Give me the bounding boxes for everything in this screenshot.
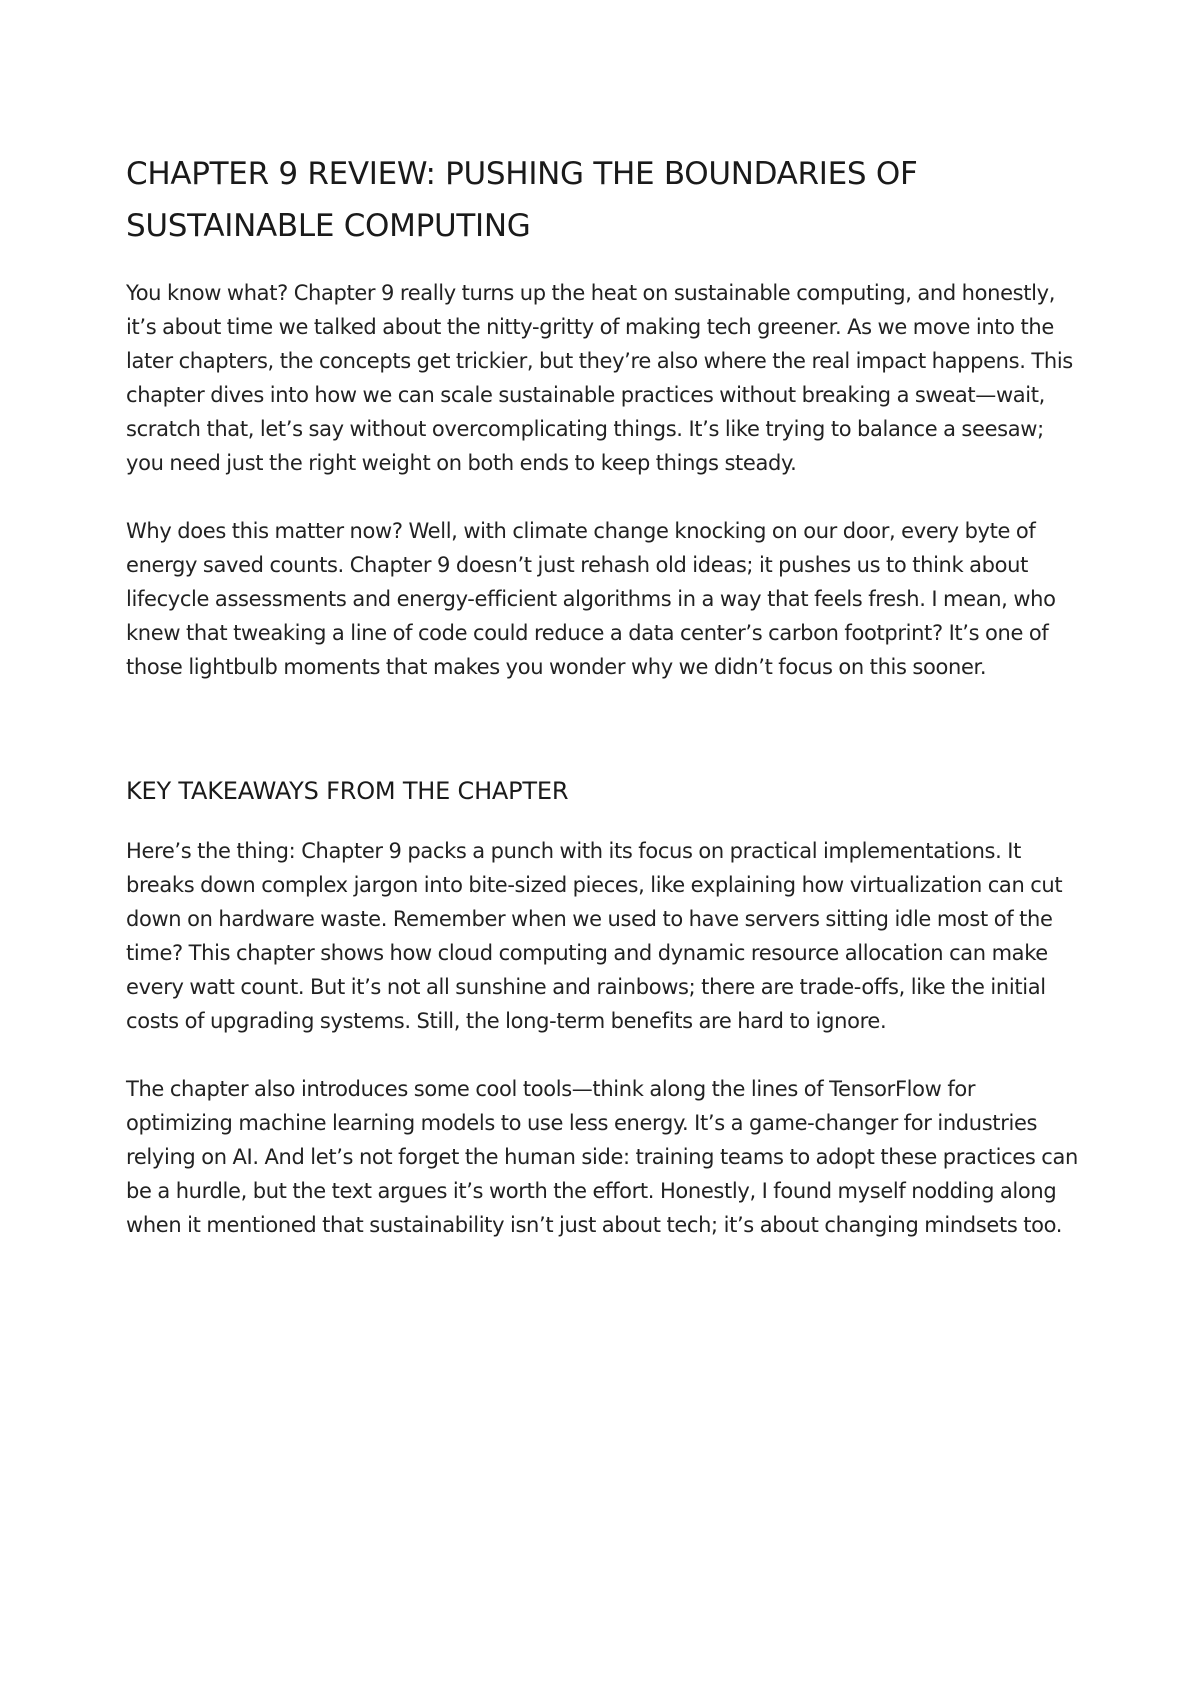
section-heading: KEY TAKEAWAYS FROM THE CHAPTER [126,777,569,805]
section-paragraph-2: The chapter also introduces some cool tools—think along the lines of TensorFlow for optimizing machine learning models to use less energy. It’s a game-changer for industries relying on AI. And let’s not forget the human side: training teams to adopt these practices can be a hurdle, but the text argues it’s worth the effort. Honestly, I found myself nodding along when it mentioned that sustainability isn’t just about tech; it’s about changing mindsets too. [126,1077,1078,1237]
intro-paragraph-2: Why does this matter now? Well, with climate change knocking on our door, every byte of energy saved counts. Chapter 9 doesn’t just rehash old ideas; it pushes us to think about lifecycle assessments and energy-efficient algorithms in a way that feels fresh. I mean, who knew that tweaking a line of code could reduce a data center’s carbon footprint? It’s one of those lightbulb moments that makes you wonder why we didn’t focus on this sooner. [126,519,1056,679]
page-title: CHAPTER 9 REVIEW: PUSHING THE BOUNDARIES OF SUSTAINABLE COMPUTING [126,156,918,244]
intro-paragraph-1: You know what? Chapter 9 really turns up the heat on sustainable computing, and honestly, it’s about time we talked about the nitty-gritty of making tech greener. As we move into the later chapters, the concepts get trickier, but they’re also where the real impact happens. This chapter dives into how we can scale sustainable practices without breaking a sweat—wait, scratch that, let’s say without overcomplicating things. It’s like trying to balance a seesaw; you need just the right weight on both ends to keep things steady. [126,281,1073,475]
section-spacer [126,718,1086,774]
section-paragraph-1: Here’s the thing: Chapter 9 packs a punch with its focus on practical implementations. It breaks down complex jargon into bite-sized pieces, like explaining how virtualization can cut down on hardware waste. Remember when we used to have servers sitting idle most of the time? This chapter shows how cloud computing and dynamic resource allocation can make every watt count. But it’s not all sunshine and rainbows; there are trade-offs, like the initial costs of upgrading systems. Still, the long-term benefits are hard to ignore. [126,839,1063,1033]
document-page [126,148,1086,1276]
